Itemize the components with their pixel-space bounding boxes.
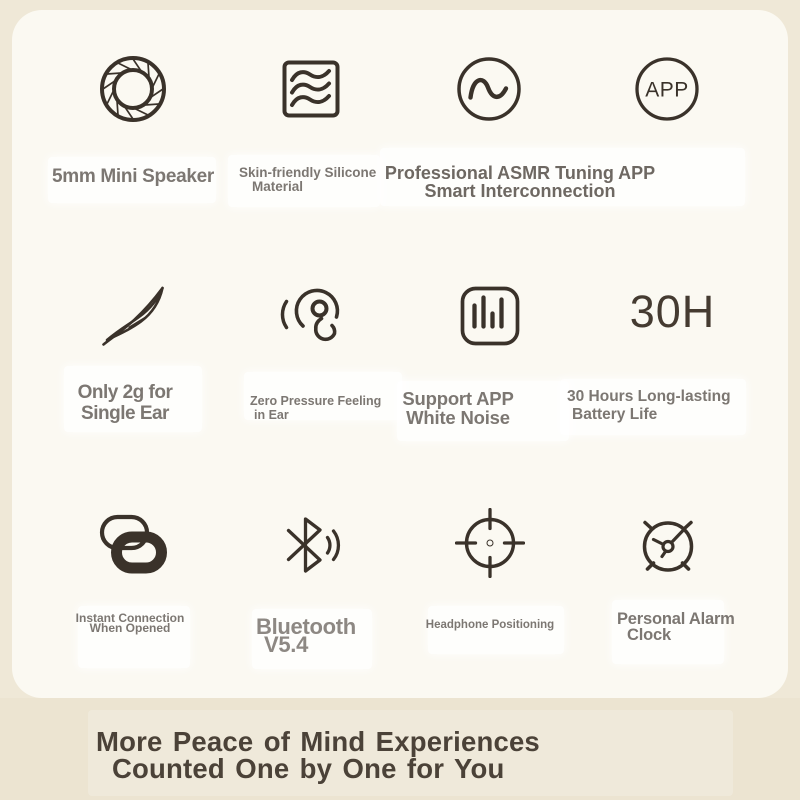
feature-label-line: Smart Interconnection [424,181,616,202]
feature-label [256,614,386,658]
feature-label-line: Battery Life [572,405,658,423]
feature-label-line: Single Ear [81,402,169,424]
feature-label-line: Professional ASMR Tuning APP [384,163,656,183]
silicone-wave-icon [276,54,346,124]
feature-label-line: in Ear [254,408,289,423]
ear-icon [274,280,344,350]
crosshair-icon [455,508,525,578]
feature-label [70,611,190,636]
feature-label [567,388,747,424]
footer-tagline-line2: Counted One by One for You [112,753,505,784]
feature-label [425,620,555,632]
sine-wave-icon [454,54,524,124]
footer-tagline [96,728,540,782]
feature-label-line: Only 2g for [77,382,173,403]
feature-label [60,383,190,425]
feature-label-line: V5.4 [264,632,309,658]
feature-label [617,612,737,643]
feature-label-line: Support APP [402,388,514,409]
feature-label-line: Instant Connection [75,611,185,625]
app-badge-text: APP [645,78,689,102]
white-noise-bars-icon [455,281,525,351]
feature-label-line: Material [252,178,304,194]
feature-label-line: 30 Hours Long-lasting [567,388,731,405]
speaker-driver-icon [98,54,168,124]
feature-label [335,164,705,201]
feature-label [45,167,221,187]
bluetooth-icon [271,510,341,580]
link-chain-icon [96,508,168,578]
battery-hours-text: 30H [629,286,716,337]
alarm-clock-icon [633,510,703,580]
feature-label-line: 5mm Mini Speaker [51,166,215,187]
feature-label-line: When Opened [89,621,171,636]
feature-label-line: Clock [627,625,671,644]
feature-label-line: Headphone Positioning [425,619,555,631]
feature-label-line: White Noise [406,407,510,429]
feature-label-line: Personal Alarm [617,610,735,628]
feature-label-line: Skin-friendly Silicone [239,165,377,180]
feature-label-line: Zero Pressure Feeling [250,394,382,408]
feather-icon [98,280,168,350]
app-badge-icon [632,54,702,124]
footer-tagline-line1: More Peace of Mind Experiences [96,726,540,757]
feature-label-line: Bluetooth [256,614,356,639]
feature-label [250,394,400,423]
feature-label [390,389,526,428]
